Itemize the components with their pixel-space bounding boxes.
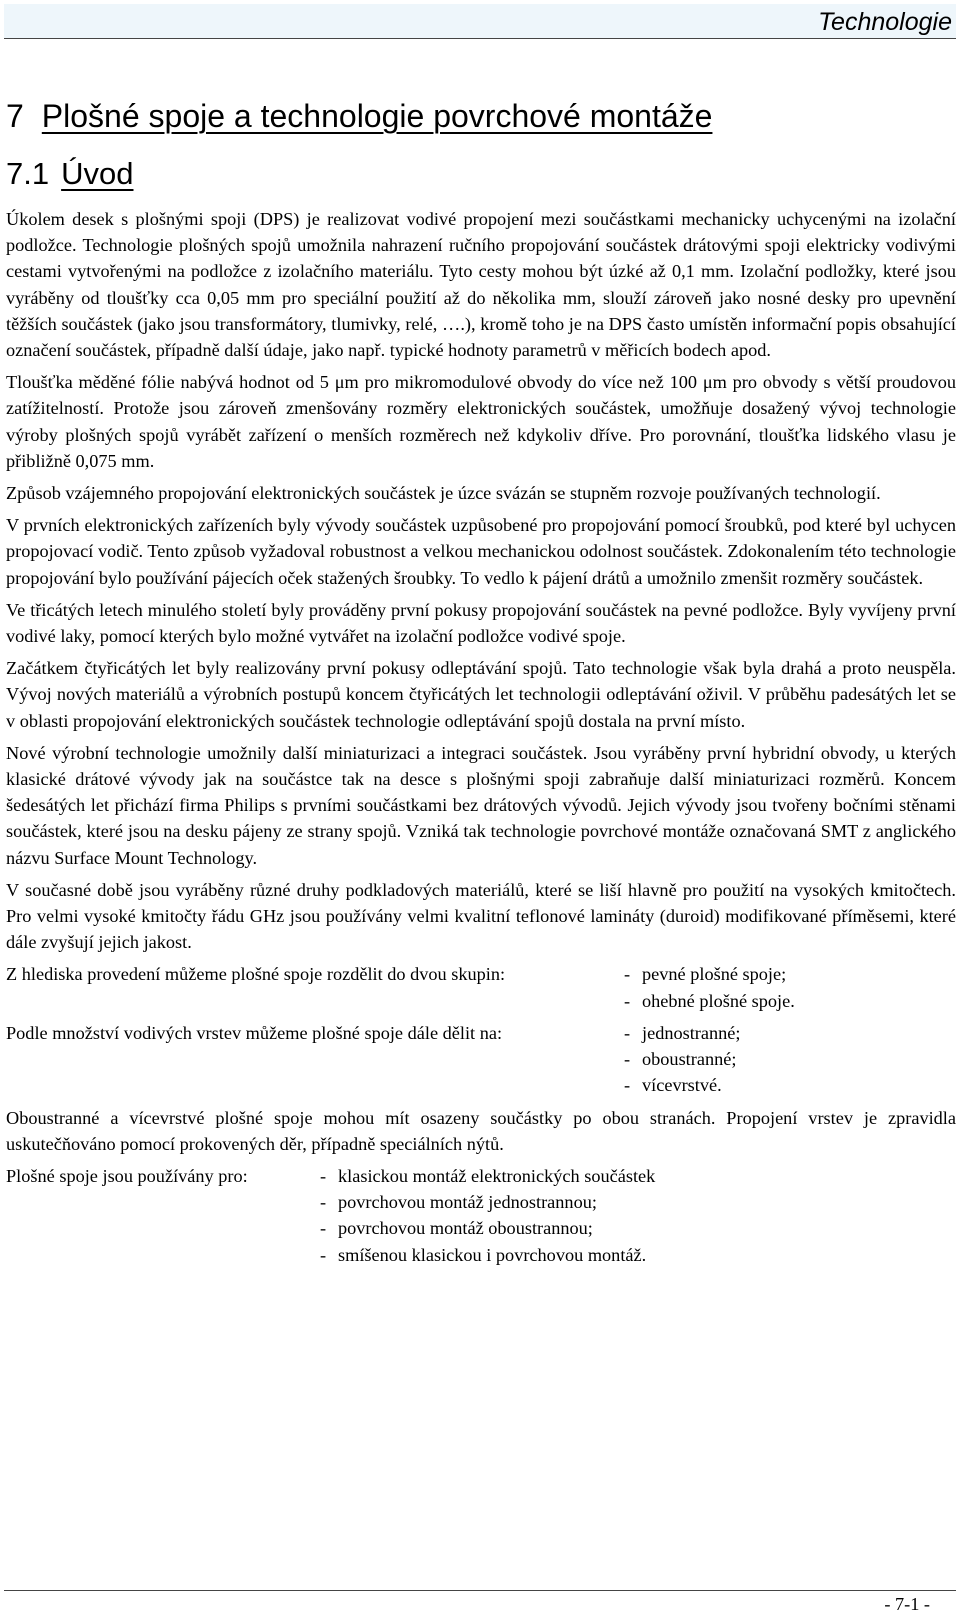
list-label: Plošné spoje jsou používány pro: xyxy=(6,1165,248,1186)
layer-types-list xyxy=(6,1020,956,1099)
page-number: - 7-1 - xyxy=(884,1594,930,1614)
list-item: - pevné plošné spoje; xyxy=(624,961,795,987)
chapter-title: Plošné spoje a technologie povrchové montáže xyxy=(41,98,713,134)
paragraph: Způsob vzájemného propojování elektronických součástek je úzce svázán se stupněm rozvoje používaných technologií. xyxy=(6,483,881,504)
paragraph: Tloušťka měděné fólie nabývá hodnot od 5 μm pro mikromodulové obvody do více než 100 μm pro obvody s větší proudovou zatížitelností. Protože jsou zároveň zmenšovány rozměry elektronických součástek, umožňuje dosažený vývoj technologie výroby plošných spojů vyrábět zařízení o menších rozměrech než kdykoliv dříve. Pro porovnání, tloušťka lidského vlasu je přibližně 0,075 mm. xyxy=(6,372,956,471)
list-label: Z hlediska provedení můžeme plošné spoje rozdělit do dvou skupin: xyxy=(6,964,506,985)
page-header xyxy=(4,4,956,39)
list-item: - vícevrstvé. xyxy=(624,1072,741,1098)
list-item: - oboustranné; xyxy=(624,1046,741,1072)
paragraph: Úkolem desek s plošnými spoji (DPS) je realizovat vodivé propojení mezi součástkami mechanicky uchycenými na izolační podložce. Technologie plošných spojů umožnila nahrazení ručního propojování součástek drátovými spoji elektricky vodivými cestami vytvořenými na podložce z izolačního materiálu. Tyto cesty mohou být úzké až 0,1 mm. Izolační podložky, které jsou vyráběny od tloušťky cca 0,05 mm pro speciální použití až do několika mm, slouží zároveň jako nosné desky pro upevnění těžších součástek (jako jsou transformátory, tlumivky, relé, ….), kromě toho je na DPS často umístěn informační popis obsahující označení součástek, případně další údaje, jako např. typické hodnoty parametrů v měřicích bodech apod. xyxy=(6,209,956,361)
design-types-list xyxy=(6,961,956,1013)
list-label: Podle množství vodivých vrstev můžeme plošné spoje dále dělit na: xyxy=(6,1022,503,1043)
chapter-heading xyxy=(6,96,956,136)
section-number: 7.1 xyxy=(6,156,50,191)
list-item: - smíšenou klasickou i povrchovou montáž. xyxy=(320,1242,655,1268)
list-item: - povrchovou montáž oboustrannou; xyxy=(320,1215,655,1241)
section-heading xyxy=(6,156,956,192)
paragraph: Začátkem čtyřicátých let byly realizovány první pokusy odleptávání spojů. Tato technologie však byla drahá a proto neuspěla. Vývoj nových materiálů a výrobních postupů koncem čtyřicátých let technologii odleptávání oživil. V průběhu padesátých let se v oblasti propojování elektronických součástek technologie odleptávání spojů dostala na první místo. xyxy=(6,658,956,731)
list-item: - povrchovou montáž jednostrannou; xyxy=(320,1189,655,1215)
page-content xyxy=(6,96,956,1274)
chapter-number: 7 xyxy=(6,98,24,134)
paragraph: V současné době jsou vyráběny různé druhy podkladových materiálů, které se liší hlavně pro použití na vysokých kmitočtech. Pro velmi vysoké kmitočty řádu GHz jsou používány velmi kvalitní teflonové lamináty (duroid) modifikované příměsemi, které dále zvyšují jejich jakost. xyxy=(6,879,956,953)
paragraph: Nové výrobní technologie umožnily další miniaturizaci a integraci součástek. Jsou vyráběny první hybridní obvody, u kterých klasické drátové vývody jak na součástce tak na desce s plošnými spoji zabraňuje další miniaturizaci rozměrů. Koncem šedesátých let přichází firma Philips s prvními součástkami bez drátových vývodů. Jejich vývody jsou tvořeny bočními stěnami součástek, které jsou na desku pájeny ze strany spojů. Vzniká tak technologie povrchové montáže označovaná SMT z anglického názvu Surface Mount Technology. xyxy=(6,742,956,868)
paragraph: Ve třicátých letech minulého století byly prováděny první pokusy propojování součástek na pevné podložce. Byly vyvíjeny první vodivé laky, pomocí kterých bylo možné vytvářet na izolační podložce vodivé spoje. xyxy=(6,599,956,647)
paragraph: Oboustranné a vícevrstvé plošné spoje mohou mít osazeny součástky po obou stranách. Propojení vrstev je zpravidla uskutečňováno pomocí prokovených děr, případně speciálních nýtů. xyxy=(6,1107,956,1154)
section-title: Úvod xyxy=(61,156,134,191)
list-item: - jednostranné; xyxy=(624,1020,741,1046)
header-section-title: Technologie xyxy=(818,8,952,36)
footer-divider xyxy=(4,1590,956,1591)
usage-list xyxy=(6,1163,956,1268)
list-item: - ohebné plošné spoje. xyxy=(624,988,795,1014)
paragraph: V prvních elektronických zařízeních byly vývody součástek uzpůsobené pro propojování pomocí šroubků, pod které byl uchycen propojovací vodič. Tento způsob vyžadoval robustnost a velkou mechanickou odolnost součástek. Zdokonalením této technologie propojování bylo používání pájecích oček stažených šroubky. To vedlo k pájení drátů a umožnilo zmenšit rozměry součástek. xyxy=(6,515,956,588)
list-item: - klasickou montáž elektronických součástek xyxy=(320,1163,655,1189)
